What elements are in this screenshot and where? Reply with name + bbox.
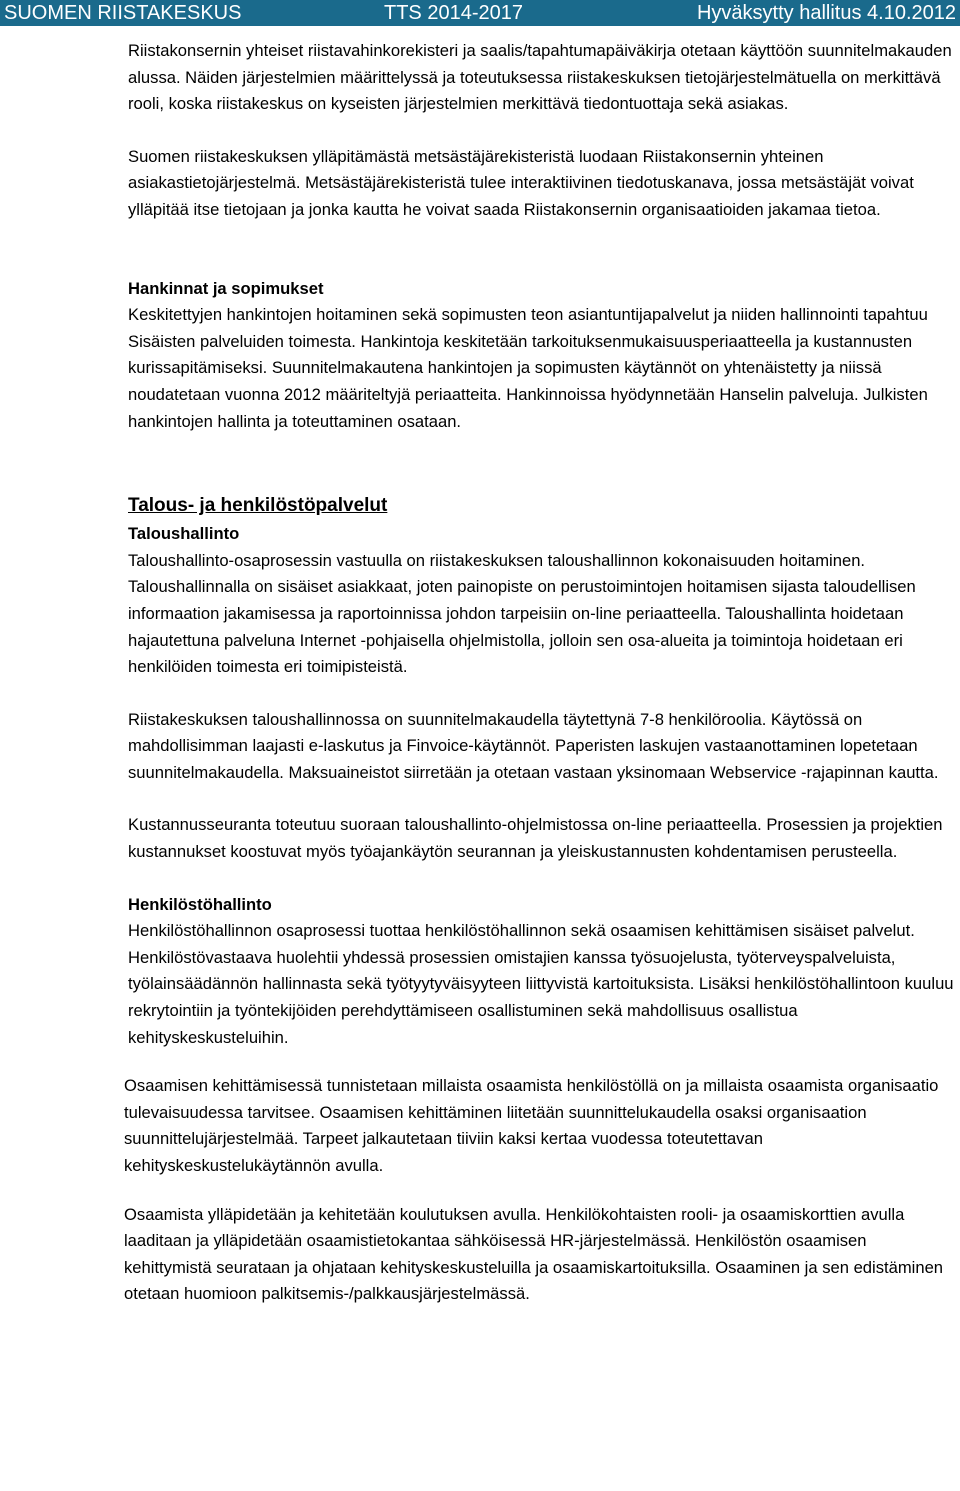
heading-taloushallinto: Taloushallinto <box>128 524 240 544</box>
paragraph-koulutus: Osaamista ylläpidetään ja kehitetään koulutuksen avulla. Henkilökohtaisten rooli- ja osaamiskorttien avulla laaditaan ja ylläpidetään osaamistietokantaa sähköisessä HR-järjestelmässä. Henkilöstön osaamisen kehittymistä seurataan ja ohjataan kehityskeskusteluilla ja osaamiskartoituksilla. Osaaminen ja sen edistäminen otetaan huomioon palkitsemis-/palkkausjärjestelmässä. <box>124 1204 944 1304</box>
paragraph-hankinnat: Keskitettyjen hankintojen hoitaminen sekä sopimusten teon asiantuntijapalvelut ja niiden hallinnointi tapahtuu Sisäisten palveluiden toimesta. Hankintoja keskitetään tarkoituksenmukaisuusperiaatteella ja kustannusten kurissapitämiseksi. Suunnitelmakautena hankintojen ja sopimusten käytännöt on yhtenäistetty ja niissä noudatetaan vuonna 2012 määriteltyjä periaatteita. Hankinnoissa hyödynnetään Hanselin palveluja. Julkisten hankintojen hallinta ja toteuttaminen osataan. <box>128 305 928 431</box>
document-body <box>124 38 958 1308</box>
paragraph-riistakonserni-registers: Riistakonsernin yhteiset riistavahinkorekisteri ja saalis/tapahtumapäiväkirja otetaan käyttöön suunnitelmakauden alussa. Näiden järjestelmien määrittelyssä ja toteutuksessa riistakeskuksen tietojärjestelmätuella on merkittävä rooli, koska riistakeskus on kyseisten järjestelmien merkittävä tiedontuottaja sekä asiakas. <box>128 41 952 114</box>
paragraph-henkiloroolit: Riistakeskuksen taloushallinnossa on suunnitelmakaudella täytettynä 7-8 henkilöroolia. Käytössä on mahdollisimman laajasti e-laskutus ja Finvoice-käytännöt. Paperisten laskujen vastaanottaminen lopetetaan suunnitelmakaudella. Maksuaineistot siirretään ja otetaan vastaan yksinomaan Webservice -rajapinnan kautta. <box>128 709 939 782</box>
header-organization: SUOMEN RIISTAKESKUS <box>4 2 242 24</box>
heading-henkilostohallinto: Henkilöstöhallinto <box>128 894 272 914</box>
paragraph-osaamisen-kehittaminen: Osaamisen kehittämisessä tunnistetaan millaista osaamista henkilöstöllä on ja millaista osaamista organisaatio tulevaisuudessa tarvitsee. Osaamisen kehittäminen liitetään suunnittelukaudella osaksi organisaation suunnittelujärjestelmää. Tarpeet jalkautetaan tiiviin kaksi kertaa vuodessa toteutettavan kehityskeskustelukäytännön avulla. <box>124 1076 939 1175</box>
paragraph-kustannusseuranta: Kustannusseuranta toteutuu suoraan taloushallinto-ohjelmistossa on-line periaatteella. Prosessien ja projektien kustannukset koostuvat myös työajankäytön seurannan ja yleiskustannusten kohdentamisen perusteella. <box>128 815 943 862</box>
header-approval: Hyväksytty hallitus 4.10.2012 <box>696 2 956 24</box>
paragraph-taloushallinto: Taloushallinto-osaprosessin vastuulla on riistakeskuksen taloushallinnon kokonaisuuden hoitaminen. Taloushallinnalla on sisäiset asiakkaat, joten painopiste on perustoimintojen hoitamisen sijasta taloudellisen informaation jakamisessa ja raportoinnissa johdon tarpeisiin on-line periaatteella. Taloushallinta hoidetaan hajautettuna palveluna Internet -pohjaisella ohjelmistolla, jolloin sen osa-alueita ja toimintoja hoidetaan eri henkilöiden toimesta eri toimipisteistä. <box>128 550 916 677</box>
paragraph-asiakastietojarjestelma: Suomen riistakeskuksen ylläpitämästä metsästäjärekisteristä luodaan Riistakonsernin yhteinen asiakastietojärjestelmä. Metsästäjärekisteristä tulee interaktiivinen tiedotuskanava, jossa metsästäjät voivat ylläpitää itse tietojaan ja jonka kautta he voivat saada Riistakonsernin organisaatioiden jakamaa tietoa. <box>128 146 914 219</box>
header-document-id: TTS 2014-2017 <box>384 2 523 24</box>
paragraph-henkilostohallinto: Henkilöstöhallinnon osaprosessi tuottaa henkilöstöhallinnon sekä osaamisen kehittämisen sisäiset palvelut. Henkilöstövastaava huolehtii yhdessä prosessien omistajien kanssa työsuojelusta, työterveyspalveluista, työlainsäädännön hallinnasta sekä työtyytyväisyyteen liittyvistä kartoituksista. Lisäksi henkilöstöhallintoon kuuluu rekrytointiin ja työntekijöiden perehdyttämiseen osallistuminen sekä mahdollisuus osallistua kehityskeskusteluihin. <box>128 921 954 1047</box>
page-header <box>0 0 960 26</box>
heading-hankinnat: Hankinnat ja sopimukset <box>128 278 324 298</box>
heading-talous-henkilosto: Talous- ja henkilöstöpalvelut <box>128 495 388 517</box>
